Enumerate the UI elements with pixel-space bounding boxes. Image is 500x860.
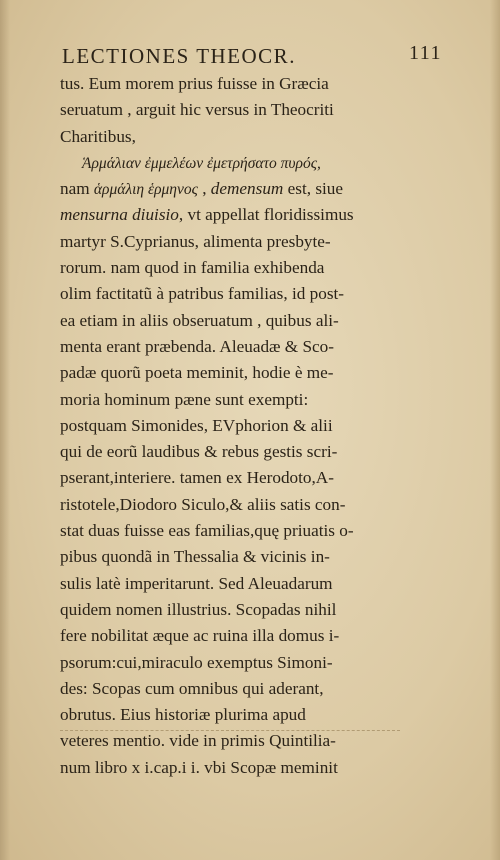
text-line: [60, 202, 438, 228]
text-line: [60, 71, 438, 97]
text-line: [60, 623, 438, 649]
text-line: [60, 518, 438, 544]
text-line: [60, 97, 438, 123]
text-line: [60, 281, 438, 307]
text-body: [60, 71, 438, 781]
text-line: [60, 676, 438, 702]
text-line: [60, 650, 438, 676]
text-line: [60, 334, 438, 360]
line-text: des: Scopas cum omnibus qui aderant,: [60, 678, 324, 698]
text-line: [60, 229, 438, 255]
page-shadow-right: [490, 0, 500, 860]
line-text: padæ quorũ poeta meminit, hodie è me-: [60, 363, 334, 383]
text-line: [60, 308, 438, 334]
text-line: [60, 544, 438, 570]
line-text: tus. Eum morem prius fuisse in Græcia: [60, 74, 329, 93]
line-text: num libro x i.cap.i i. vbi Scopæ meminit: [60, 757, 338, 777]
line-text: Charitibus,: [60, 126, 136, 146]
line-text: nam: [60, 179, 94, 199]
text-line: [60, 413, 438, 439]
text-line: [60, 465, 438, 491]
italic-text: demensum: [210, 179, 284, 199]
line-text: obrutus. Eius historiæ plurima apud: [60, 705, 306, 725]
line-text: sulis latè imperitarunt. Sed Aleuadarum: [60, 573, 333, 593]
text-line: [60, 124, 438, 150]
line-text: martyr S.Cyprianus, alimenta presbyte-: [60, 231, 331, 251]
line-text: ,: [197, 179, 211, 199]
text-line: [60, 597, 438, 623]
line-text: stat duas fuisse eas familias,quę priuatis o-: [60, 521, 354, 541]
line-text: menta erant præbenda. Aleuadæ & Sco-: [60, 336, 334, 356]
greek-text: Ἁρμάλιαν ἐμμελέων ἐμετρήσατο πυρός,: [82, 154, 321, 172]
line-text: veteres mentio. vide in primis Quintilia-: [60, 731, 336, 751]
italic-text: mensurna diuisio: [60, 205, 179, 225]
page-number: 111: [408, 42, 442, 64]
line-text: pserant,interiere. tamen ex Herodoto,A-: [60, 468, 334, 488]
text-line: [60, 492, 438, 518]
text-line: [60, 387, 438, 413]
line-text: qui de eorũ laudibus & rebus gestis scri-: [60, 442, 338, 462]
line-text: , vt appellat floridissimus: [178, 205, 354, 225]
text-line: [60, 702, 438, 728]
page-shadow-left: [0, 0, 10, 860]
line-text: postquam Simonides, EVphorion & alii: [60, 415, 333, 435]
text-line: [60, 176, 438, 202]
text-line: [60, 360, 438, 386]
text-line: [60, 571, 438, 597]
text-line: [60, 728, 438, 754]
running-head: LECTIONES THEOCR.: [62, 44, 296, 68]
line-text: seruatum , arguit hic versus in Theocriti: [60, 100, 334, 120]
line-text: quidem nomen illustrius. Scopadas nihil: [60, 599, 337, 619]
bottom-rule: [60, 730, 400, 731]
line-text: est, siue: [283, 179, 344, 199]
page-header: [62, 42, 442, 72]
line-text: pibus quondã in Thessalia & vicinis in-: [60, 547, 330, 567]
line-text: rorum. nam quod in familia exhibenda: [60, 258, 325, 278]
line-text: psorum:cui,miraculo exemptus Simoni-: [60, 652, 333, 672]
line-text: olim factitatũ à patribus familias, id post-: [60, 284, 345, 304]
line-text: fere nobilitat æque ac ruina illa domus i-: [60, 626, 340, 646]
text-line: [60, 150, 438, 176]
text-line: [60, 439, 438, 465]
line-text: moria hominum pæne sunt exempti:: [60, 389, 309, 409]
text-line: [60, 755, 438, 781]
line-text: ea etiam in aliis obseruatum , quibus ali-: [60, 310, 339, 330]
text-line: [60, 255, 438, 281]
line-text: ristotele,Diodoro Siculo,& aliis satis con-: [60, 494, 346, 514]
greek-text: ἁρμάλιη ἑρμηνος: [93, 181, 198, 199]
